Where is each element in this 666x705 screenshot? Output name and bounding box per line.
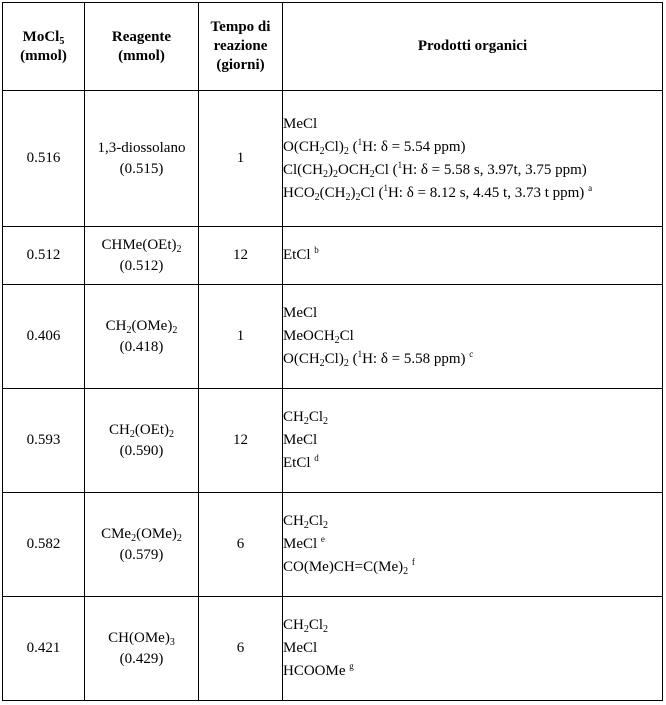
subscript: 2	[333, 168, 339, 180]
subscript: 2	[129, 428, 135, 440]
subscript: 2	[131, 532, 137, 544]
reaction-table	[2, 2, 663, 701]
table-row	[3, 285, 663, 389]
subscript: 2	[303, 624, 309, 635]
table-row	[3, 493, 663, 597]
days-cell: 1	[199, 285, 283, 389]
text-run: (OEt)	[134, 421, 169, 438]
text-run: CH	[105, 317, 127, 334]
reagent-cell	[85, 493, 199, 597]
text-run: MeCl	[283, 305, 318, 321]
text-run: (	[348, 138, 358, 155]
superscript: g	[349, 661, 354, 671]
superscript: 1	[397, 159, 403, 170]
text-run: H: δ = 8.12 s, 4.45 t, 3.73 t ppm)	[387, 184, 589, 201]
product-item	[283, 510, 662, 533]
superscript: b	[314, 245, 319, 255]
header-time	[199, 3, 283, 91]
product-item	[283, 660, 662, 683]
subscript: 2	[403, 566, 409, 577]
superscript: d	[314, 453, 319, 463]
product-item	[283, 406, 662, 429]
text-run: Cl	[308, 617, 324, 633]
table-body	[3, 91, 663, 701]
header-mocl-subscript: 5	[59, 35, 65, 47]
superscript: a	[588, 182, 593, 193]
products-cell	[283, 285, 663, 389]
subscript: 2	[334, 335, 340, 346]
text-run: EtCl	[283, 247, 315, 263]
superscript: f	[411, 557, 415, 567]
header-mocl	[3, 3, 85, 91]
subscript: 2	[343, 145, 349, 157]
text-run: (OMe)	[136, 525, 177, 542]
text-run: CMe	[101, 525, 132, 542]
header-reagent-label: Reagente	[111, 28, 172, 45]
subscript: 2	[323, 416, 329, 427]
text-run: MeOCH	[283, 328, 335, 344]
products-cell	[283, 389, 663, 493]
table-row	[3, 597, 663, 701]
products-cell	[283, 493, 663, 597]
product-item	[283, 533, 662, 556]
product-item	[283, 325, 662, 348]
reagent-name	[109, 422, 174, 438]
mocl-cell: 0.421	[3, 597, 85, 701]
subscript: 2	[172, 324, 178, 336]
reagent-cell	[85, 227, 199, 285]
text-run: Cl(CH	[283, 161, 324, 178]
reagent-name	[108, 630, 175, 646]
superscript: c	[469, 349, 474, 359]
subscript: 2	[345, 191, 351, 203]
days-cell: 12	[199, 389, 283, 493]
text-run: OCH	[338, 161, 370, 178]
reagent-name	[102, 237, 182, 253]
reagent-name	[101, 526, 182, 542]
header-mocl-label: MoCl	[22, 28, 60, 45]
subscript: 2	[176, 532, 182, 544]
products-cell	[283, 227, 663, 285]
text-run: Cl (	[374, 161, 398, 178]
text-run: (	[348, 351, 358, 367]
text-run: Cl	[308, 409, 324, 425]
subscript: 3	[169, 636, 175, 648]
superscript: 1	[383, 182, 388, 193]
text-run: MeCl	[283, 115, 318, 132]
product-item	[283, 136, 662, 159]
text-run: CH(OMe)	[108, 629, 170, 646]
text-run: Cl (	[360, 184, 384, 201]
subscript: 2	[323, 624, 329, 635]
mocl-cell: 0.516	[3, 91, 85, 227]
product-item	[283, 348, 662, 371]
reagent-cell	[85, 597, 199, 701]
product-item	[283, 182, 662, 205]
text-run: Cl)	[324, 138, 344, 155]
text-run: O(CH	[283, 138, 320, 155]
header-reagent-unit: (mmol)	[118, 47, 165, 64]
product-item	[283, 302, 662, 325]
subscript: 2	[323, 520, 329, 531]
reagent-name	[98, 140, 186, 156]
subscript: 2	[369, 168, 375, 180]
text-run: CH	[283, 409, 304, 425]
text-run: CHMe(OEt)	[101, 236, 177, 253]
subscript: 2	[319, 145, 325, 157]
subscript: 2	[303, 520, 309, 531]
text-run: CH	[283, 513, 304, 529]
text-run: Cl	[308, 513, 324, 529]
text-run: Cl)	[324, 351, 344, 367]
text-run: H: δ = 5.58 ppm)	[362, 351, 470, 367]
product-item	[283, 244, 662, 267]
subscript: 2	[319, 358, 325, 369]
subscript: 2	[323, 168, 329, 180]
text-run: MeCl	[283, 640, 318, 656]
text-run: (CH	[319, 184, 346, 201]
header-mocl-unit: (mmol)	[20, 47, 67, 64]
text-run: CH	[283, 617, 304, 633]
header-products: Prodotti organici	[283, 3, 663, 91]
product-item	[283, 159, 662, 182]
product-item	[283, 113, 662, 136]
text-run: CO(Me)CH=C(Me)	[283, 559, 404, 575]
reagent-amount: (0.515)	[119, 160, 164, 177]
reagent-amount: (0.579)	[119, 546, 164, 563]
subscript: 2	[355, 191, 361, 203]
reagent-cell	[85, 389, 199, 493]
product-item	[283, 637, 662, 660]
reagent-name	[106, 318, 178, 334]
text-run: (OMe)	[131, 317, 173, 334]
header-time-line3: (giorni)	[216, 57, 265, 73]
table-row	[3, 91, 663, 227]
header-time-line2: reazione	[213, 38, 268, 54]
text-run: )	[328, 161, 334, 178]
reagent-cell	[85, 285, 199, 389]
header-row	[3, 3, 663, 91]
text-run: O(CH	[283, 351, 320, 367]
mocl-cell: 0.582	[3, 493, 85, 597]
text-run: HCO	[283, 184, 315, 201]
product-item	[283, 452, 662, 475]
products-cell	[283, 597, 663, 701]
text-run: H: δ = 5.54 ppm)	[362, 138, 466, 155]
subscript: 2	[169, 428, 174, 440]
table-row	[3, 227, 663, 285]
reagent-amount: (0.590)	[119, 442, 164, 459]
days-cell: 6	[199, 493, 283, 597]
superscript: 1	[357, 136, 363, 147]
text-run: CH	[109, 421, 130, 438]
table-row	[3, 389, 663, 493]
days-cell: 12	[199, 227, 283, 285]
text-run: MeCl	[283, 536, 321, 552]
reagent-amount: (0.512)	[119, 257, 164, 274]
days-cell: 1	[199, 91, 283, 227]
product-item	[283, 614, 662, 637]
reagent-amount: (0.418)	[119, 338, 164, 355]
mocl-cell: 0.593	[3, 389, 85, 493]
text-run: MeCl	[283, 432, 318, 448]
subscript: 2	[314, 191, 320, 203]
subscript: 2	[126, 324, 132, 336]
superscript: 1	[357, 349, 363, 359]
subscript: 2	[176, 243, 182, 255]
header-time-line1: Tempo di	[210, 19, 271, 35]
product-item	[283, 429, 662, 452]
days-cell: 6	[199, 597, 283, 701]
header-reagent	[85, 3, 199, 91]
mocl-cell: 0.406	[3, 285, 85, 389]
reagent-amount: (0.429)	[119, 650, 164, 667]
products-cell	[283, 91, 663, 227]
text-run: Cl	[339, 328, 354, 344]
text-run: HCOOMe	[283, 663, 350, 679]
subscript: 2	[343, 358, 349, 369]
text-run: EtCl	[283, 455, 315, 471]
text-run: )	[350, 184, 356, 201]
text-run: H: δ = 5.58 s, 3.97t, 3.75 ppm)	[402, 161, 587, 178]
mocl-cell: 0.512	[3, 227, 85, 285]
product-item	[283, 556, 662, 579]
superscript: e	[320, 534, 325, 544]
subscript: 2	[303, 416, 309, 427]
reagent-cell	[85, 91, 199, 227]
text-run: 1,3-diossolano	[97, 139, 186, 156]
